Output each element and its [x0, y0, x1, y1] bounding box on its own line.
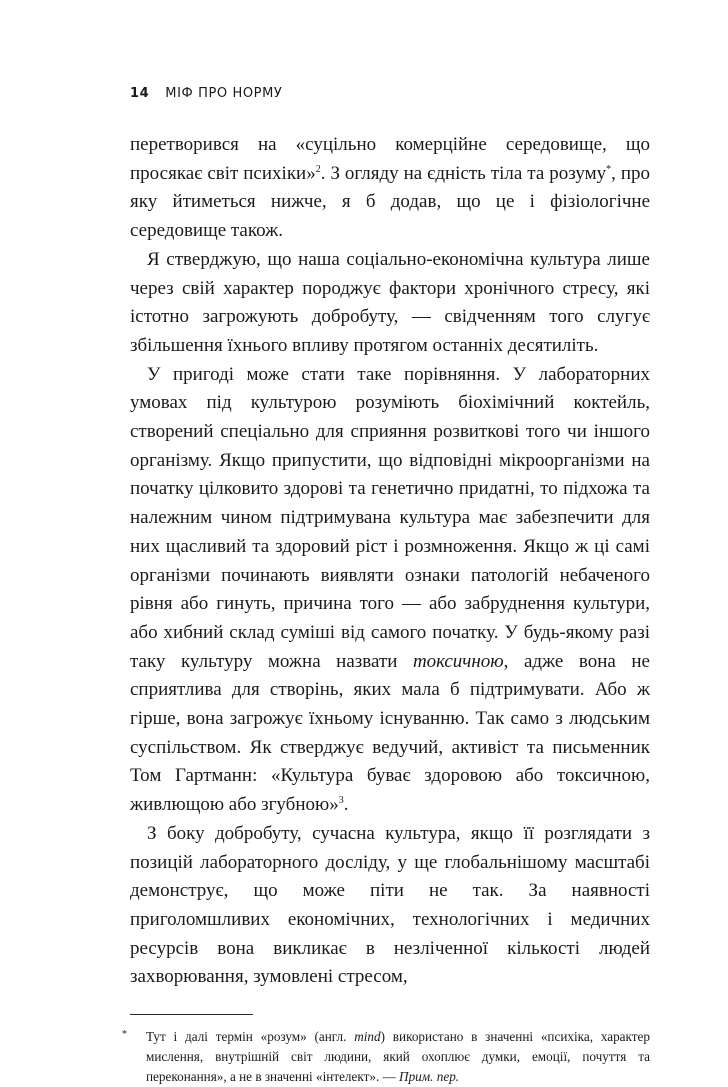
paragraph-3-text-b: , адже вона не сприятлива для створінь, яких мала б підтримувати. Або ж гірше, вона загрожує їхньому існуванню. Так само з людським суспільством. Як стверджує ведучий, активіст та письменник Том Гартманн: «Культура буває здоровою або токсичною, живлющою або згубною»	[130, 650, 650, 816]
paragraph-1-text-a: перетворився на «суцільно комерційне середовище, що просякає світ психіки»	[130, 134, 650, 184]
body-text	[130, 131, 650, 992]
paragraph-1	[130, 131, 650, 246]
footnote-divider	[130, 1014, 253, 1015]
footnote-text-a: Тут і далі термін «розум» (англ.	[146, 1029, 355, 1045]
footnote-ref-3: 3	[338, 795, 344, 807]
footnote-ref-2: 2	[315, 163, 321, 175]
paragraph-3-text-a: У пригоді може стати таке порівняння. У лабораторних умовах під культурою розуміють біохімічний коктейль, створений спеціально для сприяння розвиткові того чи іншого організму. Якщо припустити, що відповідні мікроорганізми на початку цілковито здорові та генетично придатні, то підхожа та належним чином підтримувана культура має забезпечити для них щасливий та здоровий ріст і розмноження. Якщо ж ці самі організми починають виявляти ознаки патологій небаченого рівня або гинуть, причина того — або забруднення культури, або хибний склад суміші від самого початку. У будь-якому разі таку культуру можна назвати	[130, 363, 650, 672]
paragraph-2: Я стверджую, що наша соціально-економічна культура лише через свій характер породжує фактори хронічного стресу, які істотно загрожують добробуту, — свідченням того слугує збільшення їхнього впливу протягом останніх десятиліть.	[130, 248, 650, 356]
footnote-mark: *	[122, 1029, 127, 1041]
page-number: 14	[130, 86, 150, 101]
paragraph-3	[130, 361, 650, 820]
paragraph-1-text-c: , про яку йтиметься нижче, я б додав, що це і фізіологічне середовище також.	[130, 162, 650, 242]
book-title: МІФ ПРО НОРМУ	[165, 86, 283, 101]
book-page	[122, 85, 650, 1087]
footnote-ref-asterisk: *	[606, 163, 612, 175]
paragraph-3-text-c: .	[343, 794, 349, 816]
paragraph-4: З боку добробуту, сучасна культура, якщо її розглядати з позицій лабораторного досліду, у ще глобальнішому масштабі демонструє, що може піти не так. За наявності приголомшливих економічних, технологічних і медичних ресурсів вона викликає в незліченної кількості людей захворювання, зумовлені стресом,	[130, 822, 650, 988]
paragraph-1-text-b: . З огляду на єдність тіла та розуму	[320, 162, 607, 184]
footnote-term: mind	[354, 1029, 381, 1045]
paragraph-3-emphasis: токсичною	[412, 650, 504, 672]
running-head	[130, 85, 650, 103]
translator-note: Прим. пер.	[399, 1069, 460, 1085]
footnote-text-b: ) використано в значенні «психіка, характер мислення, внутрішній світ людини, який охоплює думки, емоції, почуття та переконання», а не в значенні «інтелект». —	[146, 1029, 650, 1085]
footnote	[122, 1027, 650, 1087]
